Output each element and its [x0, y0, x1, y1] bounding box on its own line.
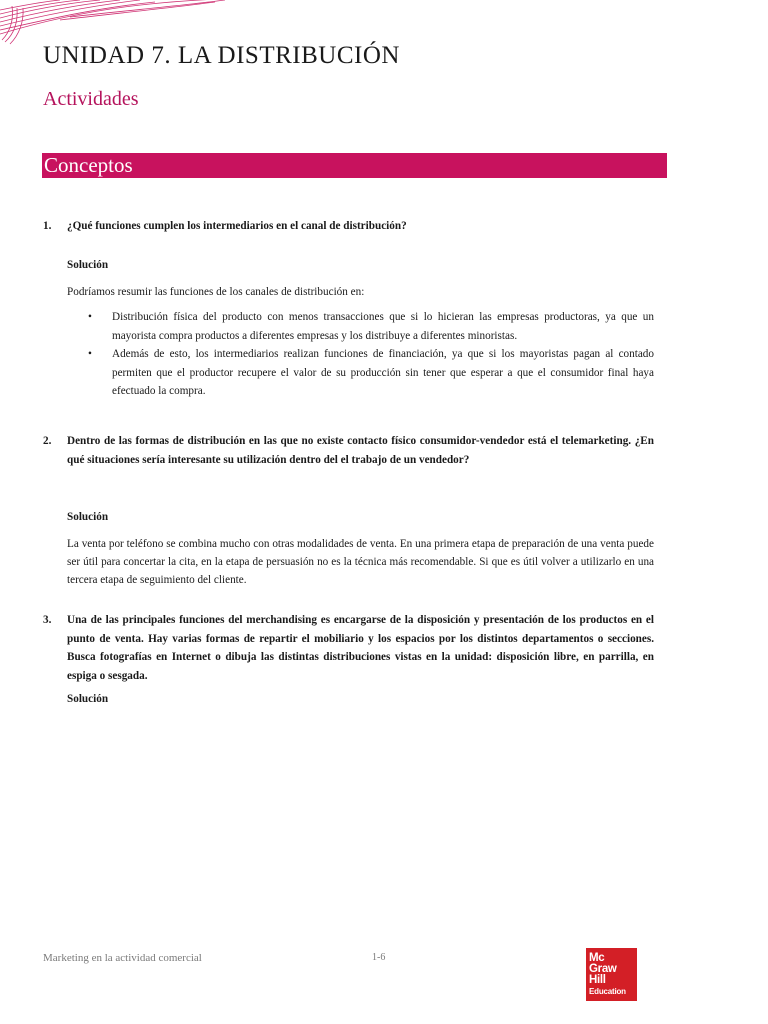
- question-number: 2.: [43, 435, 52, 447]
- unit-title: UNIDAD 7. LA DISTRIBUCIÓN: [43, 42, 400, 69]
- logo-line: Education: [589, 987, 626, 996]
- section-header-bar: [42, 153, 667, 178]
- answer-text: La venta por teléfono se combina mucho con otras modalidades de venta. En una primera etapa de preparación de una venta puede ser útil para concertar la cita, en la etapa de persuasión no es la técnica más recomendable. Si que es útil volver a utilizarlo en una tercera etapa de seguimiento del cliente.: [67, 538, 654, 586]
- footer-page-number: 1-6: [372, 952, 386, 963]
- publisher-logo: [586, 948, 637, 1001]
- question-text: Dentro de las formas de distribución en las que no existe contacto físico consumidor-vendedor está el telemarketing. ¿En qué situaciones sería interesante su utilización dentro del el trabajo de un vendedor?: [67, 435, 654, 466]
- solution-label: Solución: [67, 511, 109, 523]
- solution-label: Solución: [67, 259, 109, 271]
- list-item: [67, 345, 654, 401]
- activities-subtitle: Actividades: [43, 88, 139, 110]
- section-title: Conceptos: [44, 153, 133, 177]
- bullet-icon: •: [88, 348, 92, 360]
- question-number: 3.: [43, 614, 52, 626]
- bullet-text: Distribución física del producto con menos transacciones que si lo hicieran las empresas productoras, ya que un mayorista compra productos a diferentes empresas y los distribuye a diferentes minoristas.: [112, 311, 654, 342]
- logo-line: Hill: [589, 974, 606, 986]
- question-text: ¿Qué funciones cumplen los intermediarios en el canal de distribución?: [67, 220, 407, 232]
- answer-intro: Podríamos resumir las funciones de los canales de distribución en:: [67, 286, 365, 298]
- question-1: [43, 217, 654, 236]
- list-item: [67, 308, 654, 345]
- question-text: Una de las principales funciones del merchandising es encargarse de la disposición y presentación de los productos en el punto de venta. Hay varias formas de repartir el mobiliario y los espacios por los distintos departamentos o secciones. Busca fotografías en Internet o dibuja las distintas distribuciones vistas en la unidad: disposición libre, en parrilla, en espiga o sesgada.: [67, 614, 654, 682]
- question-3: [43, 611, 654, 685]
- question-2: [43, 432, 654, 469]
- question-number: 1.: [43, 220, 52, 232]
- logo-line: Mc: [589, 952, 605, 964]
- answer-bullet-list: [67, 308, 654, 401]
- logo-line: Graw: [589, 963, 617, 975]
- solution-label: Solución: [67, 693, 109, 705]
- bullet-text: Además de esto, los intermediarios realizan funciones de financiación, ya que si los mayoristas pagan al contado permiten que el productor recupere el valor de su producción sin tener que esperar a que el consumidor final haya efectuado la compra.: [112, 348, 654, 397]
- bullet-icon: •: [88, 311, 92, 323]
- footer-book-title: Marketing en la actividad comercial: [43, 952, 202, 964]
